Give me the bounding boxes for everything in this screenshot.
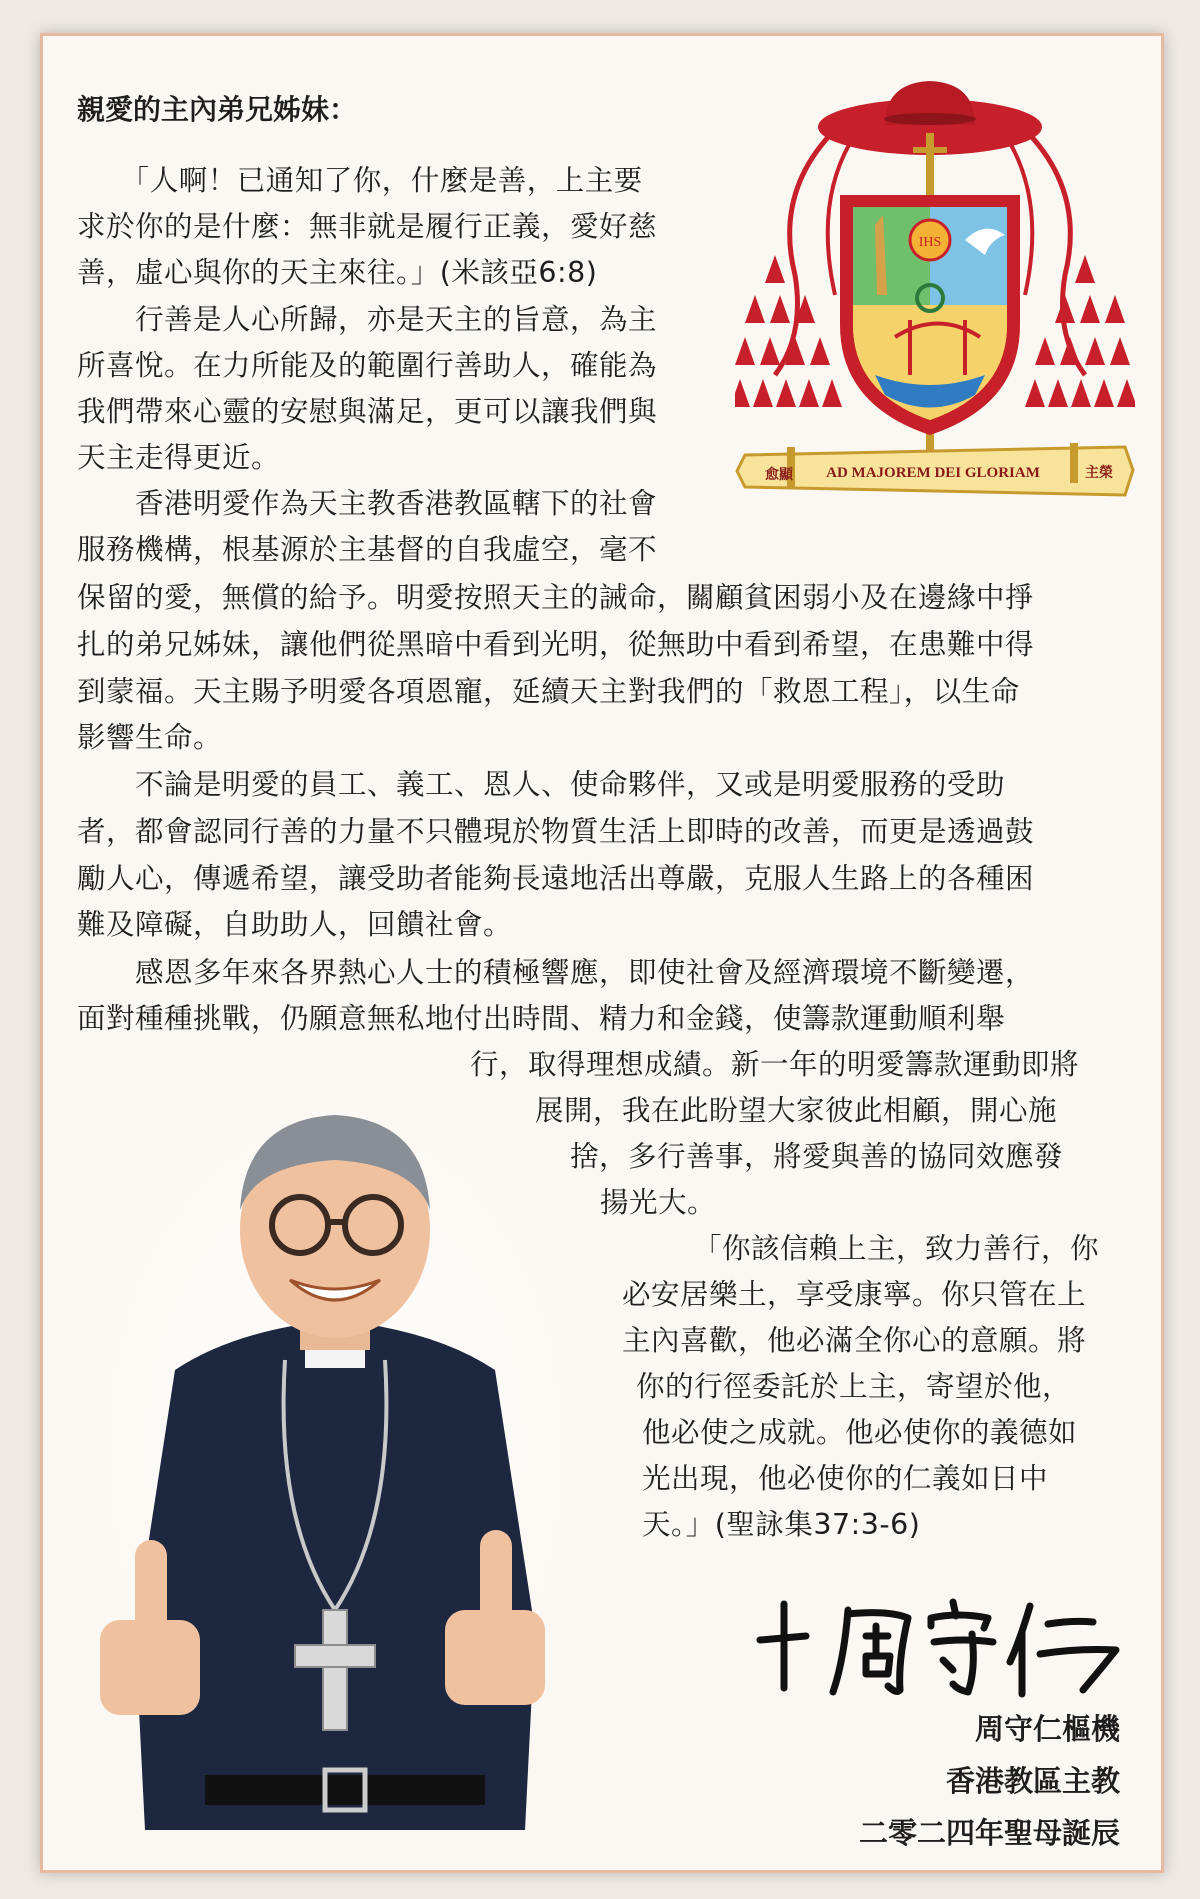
letter-line: 展開，我在此盼望大家彼此相顧，開心施 bbox=[535, 1094, 1058, 1127]
clerical-collar bbox=[305, 1348, 365, 1368]
psalm-line: 主內喜歡，他必滿全你心的意願。將 bbox=[622, 1324, 1087, 1357]
letter-line: 行，取得理想成績。新一年的明愛籌款運動即將 bbox=[470, 1048, 1080, 1081]
letter-line: 保留的愛，無償的給予。明愛按照天主的誡命，關顧貧困弱小及在邊緣中掙 bbox=[77, 581, 1035, 614]
letter-line: 天主走得更近。 bbox=[77, 441, 281, 474]
clerical-shirt bbox=[135, 1320, 535, 1830]
psalm-line: 「你該信賴上主，致力善行，你 bbox=[693, 1232, 1100, 1265]
letter-line: 捨，多行善事，將愛與善的協同效應發 bbox=[570, 1140, 1064, 1173]
letter-line: 揚光大。 bbox=[600, 1186, 717, 1219]
motto-right: 主榮 bbox=[1085, 465, 1113, 481]
coat-of-arms bbox=[735, 75, 1135, 533]
bishop-photo bbox=[55, 1070, 615, 1870]
tassels-right bbox=[1025, 255, 1135, 407]
belt bbox=[205, 1775, 485, 1805]
motto-text: AD MAJOREM DEI GLORIAM bbox=[826, 465, 1040, 481]
psalm-line: 必安居樂土，享受康寧。你只管在上 bbox=[622, 1278, 1087, 1311]
psalm-line: 你的行徑委託於上主，寄望於他， bbox=[636, 1370, 1072, 1403]
letter-line: 感恩多年來各界熱心人士的積極響應，即使社會及經濟環境不斷變遷， bbox=[77, 956, 1035, 989]
letter-line: 到蒙福。天主賜予明愛各項恩寵，延續天主對我們的「救恩工程」，以生命 bbox=[77, 675, 1020, 708]
letter-line: 「人啊！已通知了你，什麼是善，上主要 bbox=[77, 164, 643, 197]
letter-date: 二零二四年聖母誕辰 bbox=[858, 1816, 1120, 1850]
psalm-line: 光出現，他必使你的仁義如日中 bbox=[642, 1462, 1049, 1495]
psalm-line: 天。」(聖詠集37:3-6) bbox=[642, 1508, 921, 1541]
letter-line: 善，虛心與你的天主來往。」(米該亞6:8) bbox=[77, 256, 598, 289]
letter-line: 難及障礙，自助助人，回饋社會。 bbox=[77, 908, 513, 941]
motto-left: 愈顯 bbox=[765, 467, 793, 483]
letter-line: 行善是人心所歸，亦是天主的旨意，為主 bbox=[77, 303, 658, 336]
letter-line: 面對種種挑戰，仍願意無私地付出時間、精力和金錢，使籌款運動順利舉 bbox=[77, 1002, 1006, 1035]
letter-line: 不論是明愛的員工、義工、恩人、使命夥伴，又或是明愛服務的受助 bbox=[77, 768, 1006, 801]
signatory-name: 周守仁樞機 bbox=[974, 1712, 1120, 1746]
letter-line: 扎的弟兄姊妹，讓他們從黑暗中看到光明，從無助中看到希望，在患難中得 bbox=[77, 628, 1035, 661]
letter-line: 香港明愛作為天主教香港教區轄下的社會 bbox=[77, 487, 658, 520]
letter-greeting: 親愛的主內弟兄姊妹： bbox=[77, 93, 358, 126]
letter-line: 求於你的是什麼：無非就是履行正義，愛好慈 bbox=[77, 210, 658, 243]
letter-line: 者，都會認同行善的力量不只體現於物質生活上即時的改善，而更是透過鼓 bbox=[77, 815, 1035, 848]
signatory-title: 香港教區主教 bbox=[945, 1764, 1120, 1798]
psalm-line: 他必使之成就。他必使你的義德如 bbox=[642, 1416, 1078, 1449]
letter-line: 影響生命。 bbox=[77, 721, 223, 754]
closing-block bbox=[859, 1703, 1120, 1859]
handwritten-signature bbox=[748, 1590, 1124, 1705]
tassels-left bbox=[735, 255, 842, 407]
ihs-text: IHS bbox=[918, 235, 942, 250]
letter-line: 所喜悅。在力所能及的範圍行善助人，確能為 bbox=[77, 349, 658, 382]
shield bbox=[840, 195, 1020, 435]
letter-line: 勵人心，傳遞希望，讓受助者能夠長遠地活出尊嚴，克服人生路上的各種困 bbox=[77, 862, 1035, 895]
letter-line: 我們帶來心靈的安慰與滿足，更可以讓我們與 bbox=[77, 395, 658, 428]
letter-line: 服務機構，根基源於主基督的自我虛空，毫不 bbox=[77, 533, 658, 566]
